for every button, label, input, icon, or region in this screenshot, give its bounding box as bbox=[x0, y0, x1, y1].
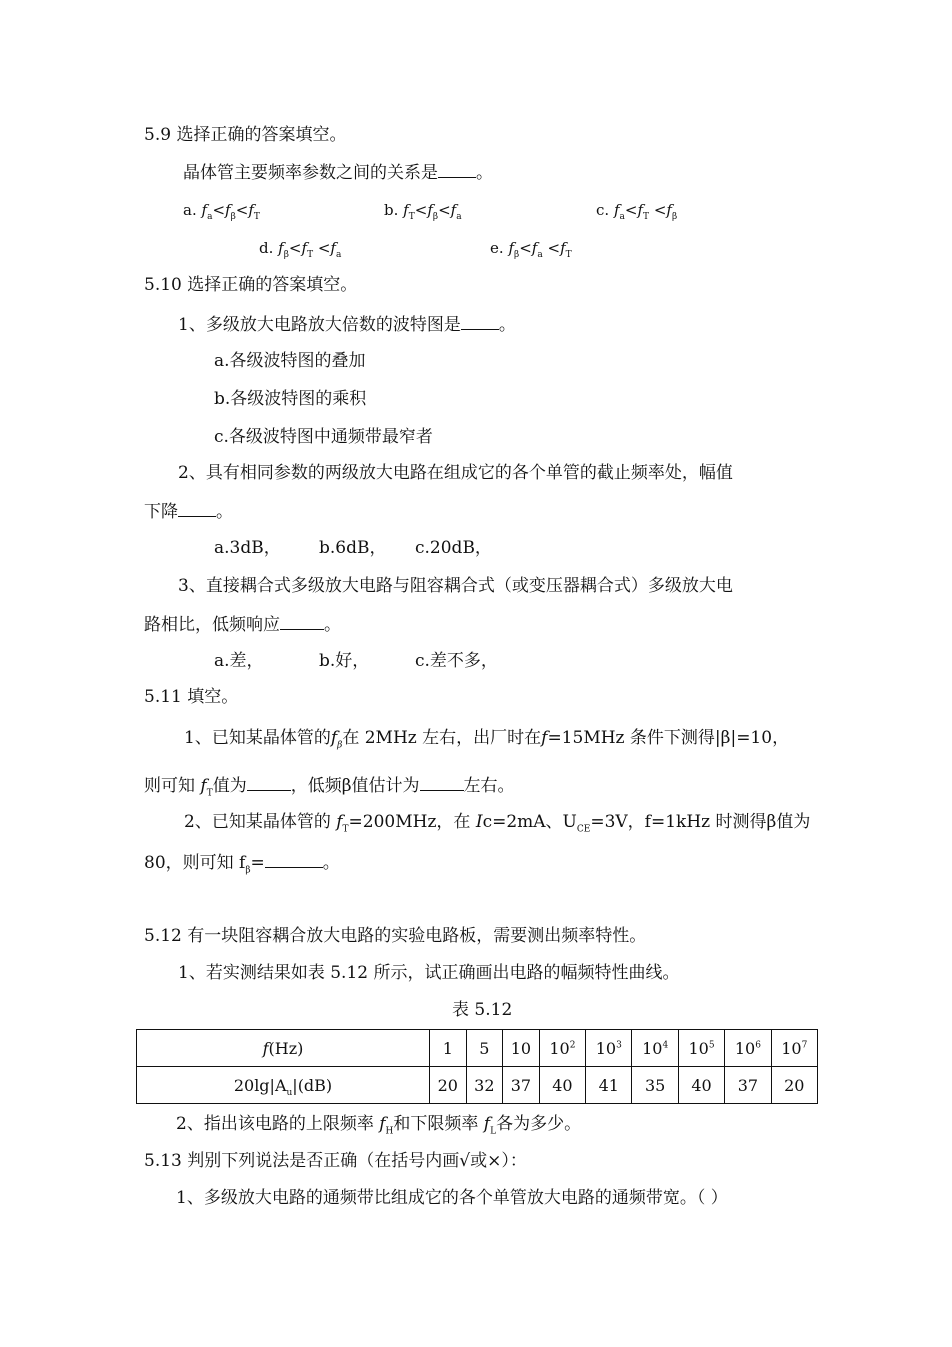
q510-title: 5.10 选择正确的答案填空。 bbox=[144, 275, 358, 295]
answer-blank bbox=[178, 500, 216, 517]
q510-part3-text: 路相比，低频响应 bbox=[144, 615, 280, 635]
freq-exponent: 2 bbox=[569, 1040, 576, 1051]
q510-p2-option-c: c.20dB， bbox=[415, 538, 492, 558]
q511-part1-text: ，低频β值估计为 bbox=[290, 776, 420, 796]
q511-part2-line1: 2、已知某晶体管的 $f_T=200MHz$，在 Ic=2mA、$U_{CE}=3V$，f=1kHz 时测得β值为 bbox=[184, 812, 811, 835]
q59-option-e: e. $f_\beta<f_a <f_T$ bbox=[490, 239, 572, 260]
q510-p1-option-b: b.各级波特图的乘积 bbox=[214, 389, 367, 409]
q511-part2-text: =3V，f=1kHz 时测得β值为 bbox=[590, 812, 811, 832]
q511-part1-line2: 则可知 $f_T$值为 ，低频β值估计为 左右。 bbox=[144, 776, 515, 799]
q510-part1-end: 。 bbox=[498, 315, 516, 335]
q511-title: 5.11 填空。 bbox=[144, 687, 239, 707]
q511-part1-text: =15MHz 条件下测得|β|=10， bbox=[547, 728, 790, 748]
q511-part2-text: 80，则可知 f bbox=[144, 853, 246, 873]
freq-cell bbox=[678, 1030, 724, 1067]
gain-cell: 20 bbox=[430, 1067, 467, 1104]
q512-part2: 2、指出该电路的上限频率 $f_H$和下限频率 $f_L$各为多少。 bbox=[176, 1114, 582, 1137]
table-row bbox=[137, 1067, 818, 1104]
q510-p2-option-b: b.6dB， bbox=[319, 538, 387, 558]
freq-cell bbox=[466, 1030, 503, 1067]
q510-part2-line1: 2、具有相同参数的两级放大电路在组成它的各个单管的截止频率处，幅值 bbox=[178, 463, 733, 483]
q512-part2-text: 各为多少。 bbox=[496, 1114, 582, 1134]
freq-value: 10 bbox=[642, 1038, 663, 1058]
gain-cell: 40 bbox=[678, 1067, 724, 1104]
gain-header-text: 20lg|A bbox=[233, 1075, 287, 1095]
freq-cell bbox=[539, 1030, 585, 1067]
q510-p2-option-a: a.3dB， bbox=[214, 538, 281, 558]
answer-blank bbox=[461, 313, 499, 330]
q510-part3-end: 。 bbox=[324, 615, 341, 635]
q511-part1-text: 左右。 bbox=[463, 776, 515, 796]
freq-exponent: 3 bbox=[616, 1040, 622, 1051]
answer-blank bbox=[265, 851, 323, 868]
q59-title: 5.9 选择正确的答案填空。 bbox=[144, 125, 347, 145]
gain-cell: 32 bbox=[466, 1067, 503, 1104]
q59-stem bbox=[183, 161, 493, 184]
freq-cell bbox=[586, 1030, 632, 1067]
q511-part1-text: 则可知 bbox=[144, 776, 195, 796]
q510-p3-option-b: b.好， bbox=[319, 651, 370, 671]
freq-value: 10 bbox=[688, 1038, 709, 1058]
option-label: a. bbox=[183, 201, 197, 219]
q511-part2-text: =200MHz，在 bbox=[348, 812, 471, 832]
q511-part2-text: 。 bbox=[322, 853, 340, 873]
table-header-frequency: f(Hz) bbox=[137, 1030, 430, 1067]
freq-cell bbox=[632, 1030, 678, 1067]
q510-p1-option-a: a.各级波特图的叠加 bbox=[214, 351, 366, 371]
q511-part1-text: 在 2MHz 左右，出厂时在 bbox=[342, 728, 542, 748]
q512-part2-text: 和下限频率 bbox=[393, 1114, 479, 1134]
gain-cell: 40 bbox=[539, 1067, 585, 1104]
q512-title: 5.12 有一块阻容耦合放大电路的实验电路板，需要测出频率特性。 bbox=[144, 926, 647, 946]
freq-exponent: 6 bbox=[755, 1040, 761, 1051]
q510-part1 bbox=[178, 313, 516, 336]
q59-stem-end: 。 bbox=[476, 163, 493, 183]
freq-value: 10 bbox=[510, 1038, 532, 1058]
freq-exponent: 4 bbox=[662, 1040, 669, 1051]
q510-part2-end: 。 bbox=[216, 502, 233, 522]
freq-value: 10 bbox=[781, 1038, 802, 1058]
q59-option-c: c. $f_a<f_T <f_\beta$ bbox=[596, 201, 678, 222]
table-header-gain: $20\lg|A_u|(dB)$ bbox=[137, 1067, 430, 1104]
option-label: e. bbox=[490, 239, 504, 257]
q510-part2-text: 下降 bbox=[144, 502, 178, 522]
option-label: d. bbox=[259, 239, 274, 257]
q511-part2-text: 2、已知某晶体管的 bbox=[184, 812, 331, 832]
q513-title: 5.13 判别下列说法是否正确（在括号内画√或×）： bbox=[144, 1151, 527, 1171]
q511-part1-text: 1、已知某晶体管的 bbox=[184, 728, 331, 748]
freq-value: 10 bbox=[734, 1038, 756, 1058]
q510-part3-line1: 3、直接耦合式多级放大电路与阻容耦合式（或变压器耦合式）多级放大电 bbox=[178, 576, 733, 596]
q511-part2-text: = bbox=[250, 853, 265, 873]
q510-p3-option-a: a.差， bbox=[214, 651, 264, 671]
frequency-unit: (Hz) bbox=[268, 1038, 304, 1058]
answer-blank bbox=[420, 774, 464, 791]
q59-option-a: a. $f_a<f_\beta<f_T$ bbox=[183, 201, 260, 222]
q511-part1-text: 值为 bbox=[212, 776, 247, 796]
freq-value: 1 bbox=[442, 1038, 453, 1058]
q511-part2-text: c=2mA、U bbox=[482, 812, 577, 832]
option-label: c. bbox=[596, 201, 610, 219]
q511-part2-line2: 80，则可知 $f_\beta=$ 。 bbox=[144, 853, 340, 876]
freq-value: 10 bbox=[595, 1038, 617, 1058]
q512-part1: 1、若实测结果如表 5.12 所示，试正确画出电路的幅频特性曲线。 bbox=[178, 963, 680, 983]
q512-part2-text: 2、指出该电路的上限频率 bbox=[176, 1114, 374, 1134]
q510-part3-line2 bbox=[144, 613, 341, 636]
freq-exponent: 5 bbox=[708, 1040, 715, 1051]
answer-blank bbox=[280, 613, 324, 630]
gain-header-text: |(dB) bbox=[292, 1075, 333, 1095]
q510-part1-text: 1、多级放大电路放大倍数的波特图是 bbox=[178, 315, 461, 335]
freq-cell bbox=[771, 1030, 817, 1067]
freq-exponent: 7 bbox=[801, 1040, 808, 1051]
table-caption: 表 5.12 bbox=[452, 1000, 513, 1020]
q510-part2-line2 bbox=[144, 500, 233, 523]
q59-option-d: d. $f_\beta<f_T <f_a$ bbox=[259, 239, 342, 260]
frequency-table bbox=[136, 1029, 818, 1104]
option-label: b. bbox=[384, 201, 399, 219]
freq-cell bbox=[503, 1030, 540, 1067]
freq-value: 5 bbox=[479, 1038, 490, 1058]
q513-part1: 1、多级放大电路的通频带比组成它的各个单管放大电路的通频带宽。（ ） bbox=[176, 1188, 728, 1208]
freq-cell bbox=[430, 1030, 467, 1067]
gain-cell: 37 bbox=[725, 1067, 771, 1104]
gain-cell: 20 bbox=[771, 1067, 817, 1104]
gain-cell: 41 bbox=[586, 1067, 632, 1104]
q59-stem-text: 晶体管主要频率参数之间的关系是 bbox=[183, 163, 438, 183]
freq-cell bbox=[725, 1030, 771, 1067]
q59-option-b: b. $f_T<f_\beta<f_a$ bbox=[384, 201, 462, 222]
gain-cell: 35 bbox=[632, 1067, 678, 1104]
freq-value: 10 bbox=[549, 1038, 570, 1058]
q510-p1-option-c: c.各级波特图中通频带最窄者 bbox=[214, 427, 433, 447]
table-row bbox=[137, 1030, 818, 1067]
answer-blank bbox=[438, 161, 476, 178]
gain-cell: 37 bbox=[503, 1067, 540, 1104]
q511-part1-line1: 1、已知某晶体管的$f_\beta$在 2MHz 左右，出厂时在f=15MHz 条件下测得|β|=10， bbox=[184, 728, 790, 751]
q510-p3-option-c: c.差不多， bbox=[415, 651, 498, 671]
answer-blank bbox=[247, 774, 291, 791]
